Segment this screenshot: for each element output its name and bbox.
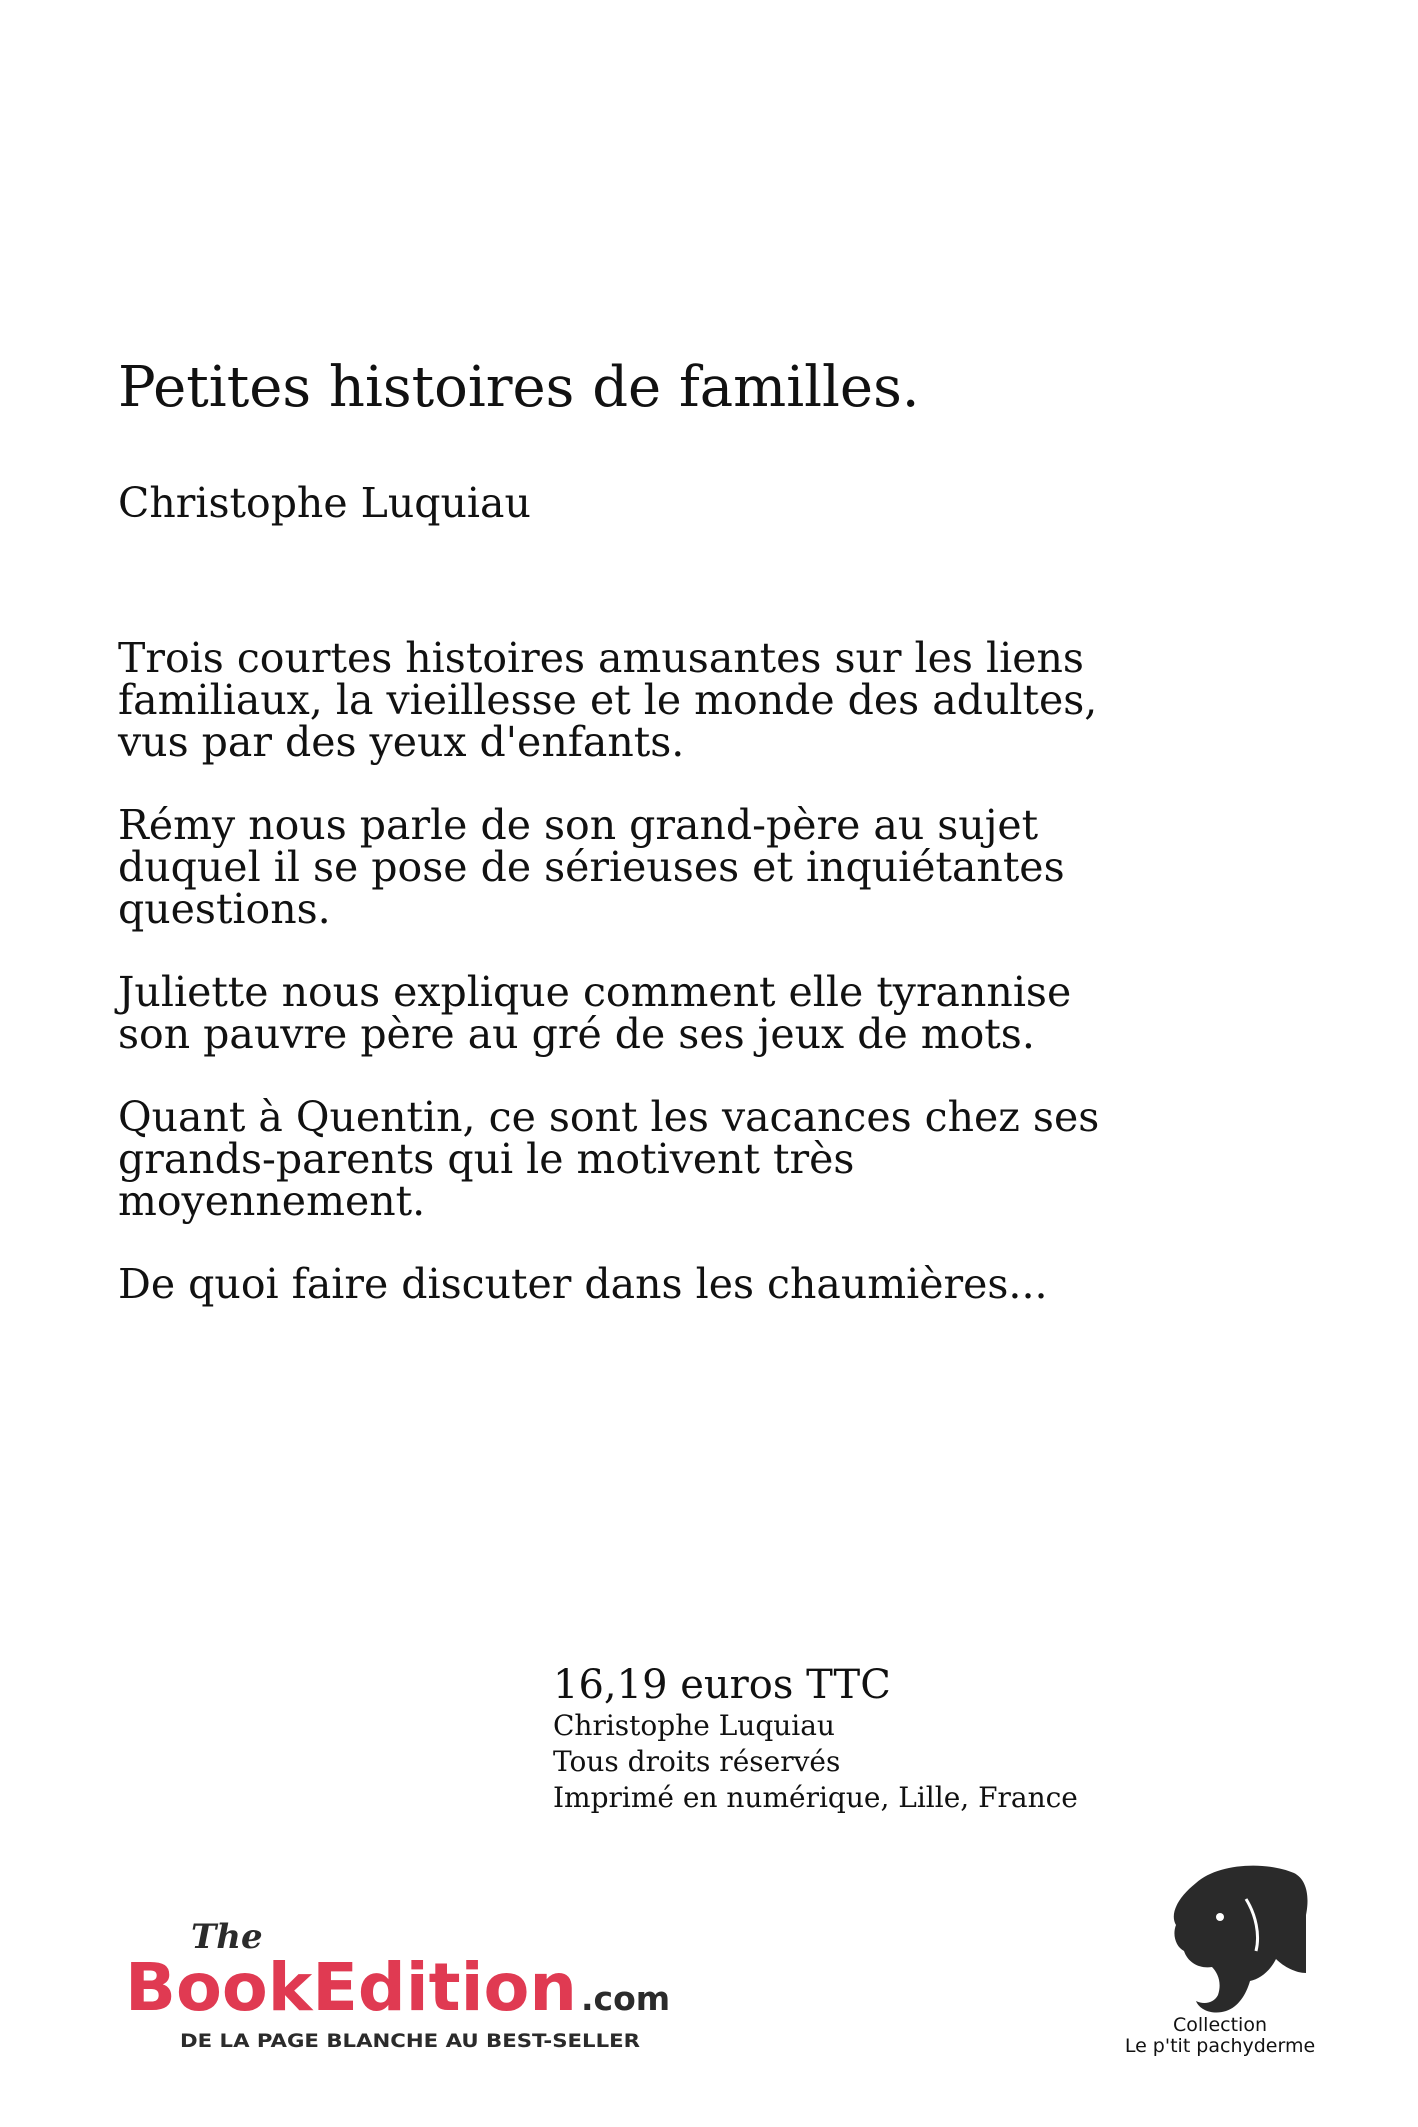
logo-tagline: DE LA PAGE BLANCHE AU BEST-SELLER	[180, 2030, 641, 2050]
imprint-author: Christophe Luquiau	[553, 1709, 835, 1742]
price: 16,19 euros TTC	[553, 1662, 891, 1708]
imprint-block	[553, 1662, 1078, 1816]
elephant-icon	[1100, 1855, 1340, 2015]
blurb-paragraph: Trois courtes histoires amusantes sur les liens familiaux, la vieillesse et le monde des adultes, vus par des yeux d'enfants.	[118, 634, 1098, 766]
book-title: Petites histoires de familles.	[118, 355, 920, 420]
back-cover-blurb	[118, 634, 1118, 1308]
blurb-paragraph: Rémy nous parle de son grand-père au sujet duquel il se pose de sérieuses et inquiétantes questions.	[118, 801, 1065, 933]
imprint-printed: Imprimé en numérique, Lille, France	[553, 1781, 1078, 1814]
collection-mark	[1100, 1855, 1340, 2057]
collection-label: Collection	[1173, 2014, 1267, 2036]
collection-name: Le p'tit pachyderme	[1124, 2035, 1316, 2057]
blurb-paragraph: Quant à Quentin, ce sont les vacances chez ses grands-parents qui le motivent très moyennement.	[118, 1093, 1100, 1225]
logo-the: The	[191, 1917, 263, 1957]
book-author: Christophe Luquiau	[118, 479, 531, 527]
blurb-paragraph: De quoi faire discuter dans les chaumières...	[118, 1260, 1048, 1308]
logo-bookedition: BookEdition	[125, 1949, 577, 2026]
thebookedition-logo	[125, 1910, 725, 2050]
logo-tld: .com	[581, 1979, 671, 2018]
collection-caption	[1100, 2015, 1340, 2057]
imprint-rights: Tous droits réservés	[553, 1745, 841, 1778]
blurb-paragraph: Juliette nous explique comment elle tyrannise son pauvre père au gré de ses jeux de mots.	[118, 968, 1072, 1058]
